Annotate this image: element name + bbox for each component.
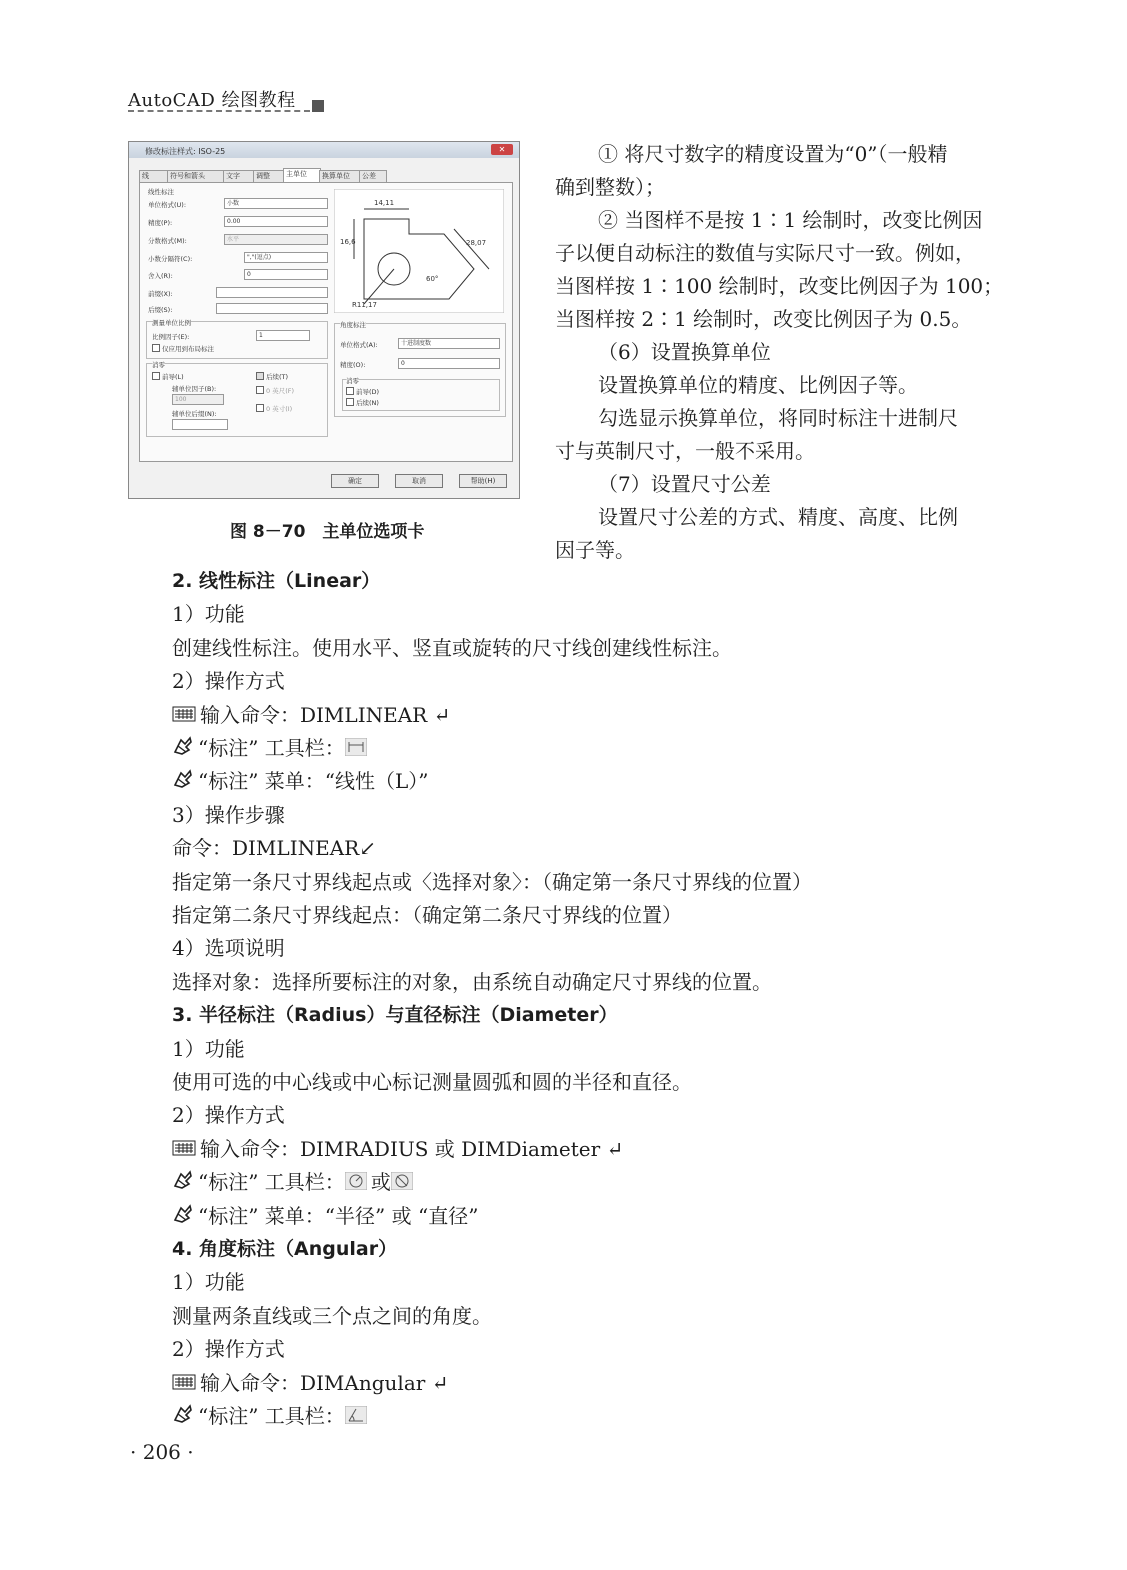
fraction-format-label: 分数格式(M): (148, 237, 187, 245)
preview-dim-vertical: 16,6 (340, 238, 356, 246)
body-line (172, 765, 429, 799)
right-line-13: 因子等。 (555, 538, 635, 562)
body-line (172, 1333, 285, 1366)
body-line-text: 输入命令：DIMRADIUS 或 DIMDiameter ↵ (200, 1136, 624, 1161)
body-line (172, 899, 682, 932)
feet-checkbox[interactable] (256, 386, 264, 394)
right-line-2: 确到整数）； (555, 175, 665, 199)
preview-dim-radius: R11,17 (352, 301, 377, 309)
keyboard-icon (172, 1368, 196, 1401)
body-line-text: 输入命令：DIMLINEAR ↵ (200, 702, 451, 727)
angle-leading-label: 前导(D) (356, 388, 380, 396)
mouse-icon (172, 1401, 194, 1434)
preview-dim-horizontal: 14,11 (374, 199, 395, 207)
preview-dim-aligned: 28,07 (466, 239, 487, 247)
trailing-checkbox[interactable] (256, 372, 264, 380)
mouse-icon (172, 733, 194, 766)
inch-checkbox[interactable] (256, 404, 264, 412)
body-line (172, 632, 732, 665)
mouse-icon (172, 1201, 194, 1234)
tab-primary-units[interactable]: 主单位 (283, 168, 321, 182)
fraction-format-select[interactable]: 水平 (224, 234, 328, 245)
body-line-text: 1）功能 (172, 1036, 245, 1061)
dimension-preview (334, 189, 504, 313)
body-line (172, 866, 812, 899)
dialog-title: 修改标注样式: ISO-25 (145, 147, 226, 156)
angle-format-select[interactable]: 十进制度数 (398, 338, 500, 349)
right-line-12: 设置尺寸公差的方式、精度、高度、比例 (598, 505, 958, 529)
sub-suffix-input[interactable] (172, 419, 228, 430)
body-line-text: 3. 半径标注（Radius）与直径标注（Diameter） (172, 1004, 618, 1027)
mouse-icon (172, 766, 194, 799)
tab-alternate-units[interactable]: 换算单位 (319, 170, 361, 182)
prefix-label: 前缀(X): (148, 290, 173, 298)
sub-suffix-label: 辅单位后缀(N): (172, 410, 217, 418)
body-line (172, 565, 380, 598)
decimal-separator-select[interactable]: ","(逗点) (244, 252, 328, 263)
body-line-text: “标注” 菜单：“线性（L）” (198, 769, 429, 794)
close-icon[interactable]: ✕ (491, 144, 513, 155)
body-line-text: “标注” 工具栏： (198, 1170, 345, 1195)
right-line-9: 勾选显示换算单位，将同时标注十进制尺 (598, 406, 958, 430)
body-line (172, 598, 245, 631)
right-line-6: 当图样按 2∶1 绘制时，改变比例因子为 0.5。 (555, 307, 972, 331)
primary-units-pane (139, 182, 513, 462)
body-line (172, 1200, 478, 1234)
body-line (172, 999, 618, 1032)
body-line-text: 测量两条直线或三个点之间的角度。 (172, 1303, 492, 1328)
mouse-icon (172, 1167, 194, 1200)
preview-dim-angle: 60° (426, 275, 439, 283)
body-line-text: 4. 角度标注（Angular） (172, 1238, 398, 1260)
inch-label: 0 英寸(I) (266, 405, 293, 413)
body-line-text: 3）操作步骤 (172, 802, 285, 827)
layout-only-label: 仅应用到布局标注 (162, 345, 214, 353)
tab-lines[interactable]: 线 (139, 170, 169, 182)
header-rule (128, 110, 310, 112)
round-off-label: 舍入(R): (148, 272, 173, 280)
linear-group-label: 线性标注 (148, 188, 174, 196)
body-line (172, 1099, 285, 1132)
angle-zero-label: 消零 (346, 377, 359, 385)
scale-factor-label: 比例因子(E): (152, 333, 190, 341)
body-line-text: “标注” 工具栏： (198, 1404, 345, 1428)
right-line-8: 设置换算单位的精度、比例因子等。 (598, 373, 918, 397)
dialog-titlebar (129, 142, 519, 158)
body-line-text: 指定第二条尺寸界线起点：（确定第二条尺寸界线的位置） (172, 903, 682, 927)
body-line (172, 832, 376, 865)
suffix-label: 后缀(S): (148, 306, 173, 314)
keyboard-icon (172, 1134, 196, 1167)
angular-tool-icon[interactable] (345, 1401, 367, 1434)
decimal-separator-label: 小数分隔符(C): (148, 255, 193, 263)
round-off-input[interactable]: 0 (244, 269, 328, 280)
body-line-text: 命令：DIMLINEAR↙ (172, 836, 376, 861)
body-line-text: 输入命令：DIMAngular ↵ (200, 1370, 449, 1395)
body-line (172, 1233, 397, 1266)
leading-label: 前导(L) (162, 373, 184, 381)
body-line-text: 2）操作方式 (172, 669, 285, 694)
suffix-input[interactable] (216, 303, 328, 314)
right-line-7: （6）设置换算单位 (598, 340, 771, 364)
body-line-text: “标注” 菜单：“半径” 或 “直径” (198, 1203, 479, 1228)
body-line-text: “标注” 工具栏： (198, 736, 345, 760)
trailing-label: 后续(T) (266, 373, 289, 381)
right-line-11: （7）设置尺寸公差 (598, 472, 771, 496)
body-line (172, 1400, 371, 1434)
scale-group-label: 测量单位比例 (152, 319, 191, 327)
body-line-text: 选择对象：选择所要标注的对象，由系统自动确定尺寸界线的位置。 (172, 969, 772, 994)
linear-dim-tool-icon[interactable] (345, 733, 367, 766)
sub-factor-label: 辅单位因子(B): (172, 385, 217, 393)
running-header: AutoCAD 绘图教程 (128, 90, 296, 111)
feet-label: 0 英尺(F) (266, 387, 295, 395)
body-line-text: 指定第一条尺寸界线起点或〈选择对象〉：（确定第一条尺寸界线的位置） (172, 869, 812, 894)
body-line-text: 2）操作方式 (172, 1103, 285, 1128)
body-line-text: 1）功能 (172, 602, 245, 627)
radius-tool-icon[interactable] (345, 1167, 367, 1200)
diameter-tool-icon[interactable] (391, 1167, 413, 1200)
dimension-style-dialog (128, 141, 520, 499)
right-line-4: 子以便自动标注的数值与实际尺寸一致。例如， (555, 241, 975, 265)
prefix-input[interactable] (216, 287, 328, 298)
unit-format-label: 单位格式(U): (148, 201, 187, 209)
body-line-text: 2）操作方式 (172, 1337, 285, 1362)
figure-caption: 图 8－70 主单位选项卡 (230, 522, 425, 542)
angle-precision-select[interactable]: 0 (398, 358, 500, 369)
body-line-text: 使用可选的中心线或中心标记测量圆弧和圆的半径和直径。 (172, 1070, 692, 1094)
body-line (172, 1033, 245, 1066)
angle-trailing-checkbox[interactable] (346, 398, 354, 406)
precision-label: 精度(P): (148, 219, 173, 227)
right-line-1: ① 将尺寸数字的精度设置为“0”（一般精 (598, 142, 948, 166)
cancel-button[interactable]: 取消 (395, 474, 443, 488)
body-line (172, 1266, 245, 1299)
angle-trailing-label: 后续(N) (356, 399, 379, 407)
leading-checkbox[interactable] (152, 372, 160, 380)
keyboard-icon (172, 700, 196, 733)
body-line (172, 799, 285, 832)
body-line (172, 1300, 492, 1333)
body-line (172, 1066, 692, 1099)
precision-select[interactable]: 0.00 (224, 216, 328, 227)
help-button[interactable]: 帮助(H) (459, 474, 507, 488)
unit-format-select[interactable]: 小数 (224, 198, 328, 209)
tab-fit[interactable]: 调整 (253, 170, 285, 182)
body-line (172, 932, 285, 965)
right-line-3: ② 当图样不是按 1∶1 绘制时，改变比例因 (598, 208, 983, 232)
zero-group-label: 消零 (152, 361, 165, 369)
body-line (172, 1133, 623, 1167)
right-line-10: 寸与英制尺寸，一般不采用。 (555, 439, 815, 463)
body-line (172, 1367, 448, 1401)
layout-only-checkbox[interactable] (152, 344, 160, 352)
body-line-text: 4）选项说明 (172, 936, 285, 961)
tab-tolerances[interactable]: 公差 (359, 170, 387, 182)
body-line (172, 665, 285, 698)
angle-leading-checkbox[interactable] (346, 387, 354, 395)
tab-text[interactable]: 文字 (223, 170, 255, 182)
body-line (172, 1166, 417, 1200)
tab-symbols[interactable]: 符号和箭头 (167, 170, 225, 182)
body-line (172, 966, 772, 999)
header-marker (312, 100, 324, 112)
body-line-text: 2. 线性标注（Linear） (172, 570, 381, 592)
body-line (172, 732, 371, 766)
page-number: · 206 · (130, 1440, 194, 1464)
right-line-5: 当图样按 1∶100 绘制时，改变比例因子为 100； (555, 274, 1004, 298)
angle-precision-label: 精度(O): (340, 361, 366, 369)
sub-factor-input[interactable]: 100 (172, 394, 224, 405)
body-line (172, 699, 450, 733)
angle-group-label: 角度标注 (340, 321, 366, 329)
body-line-text: 1）功能 (172, 1270, 245, 1295)
ok-button[interactable]: 确定 (331, 474, 379, 488)
body-line-connector: 或 (370, 1170, 391, 1195)
scale-factor-input[interactable]: 1 (256, 330, 310, 341)
angle-format-label: 单位格式(A): (340, 341, 378, 349)
body-line-text: 创建线性标注。使用水平、竖直或旋转的尺寸线创建线性标注。 (172, 635, 732, 660)
